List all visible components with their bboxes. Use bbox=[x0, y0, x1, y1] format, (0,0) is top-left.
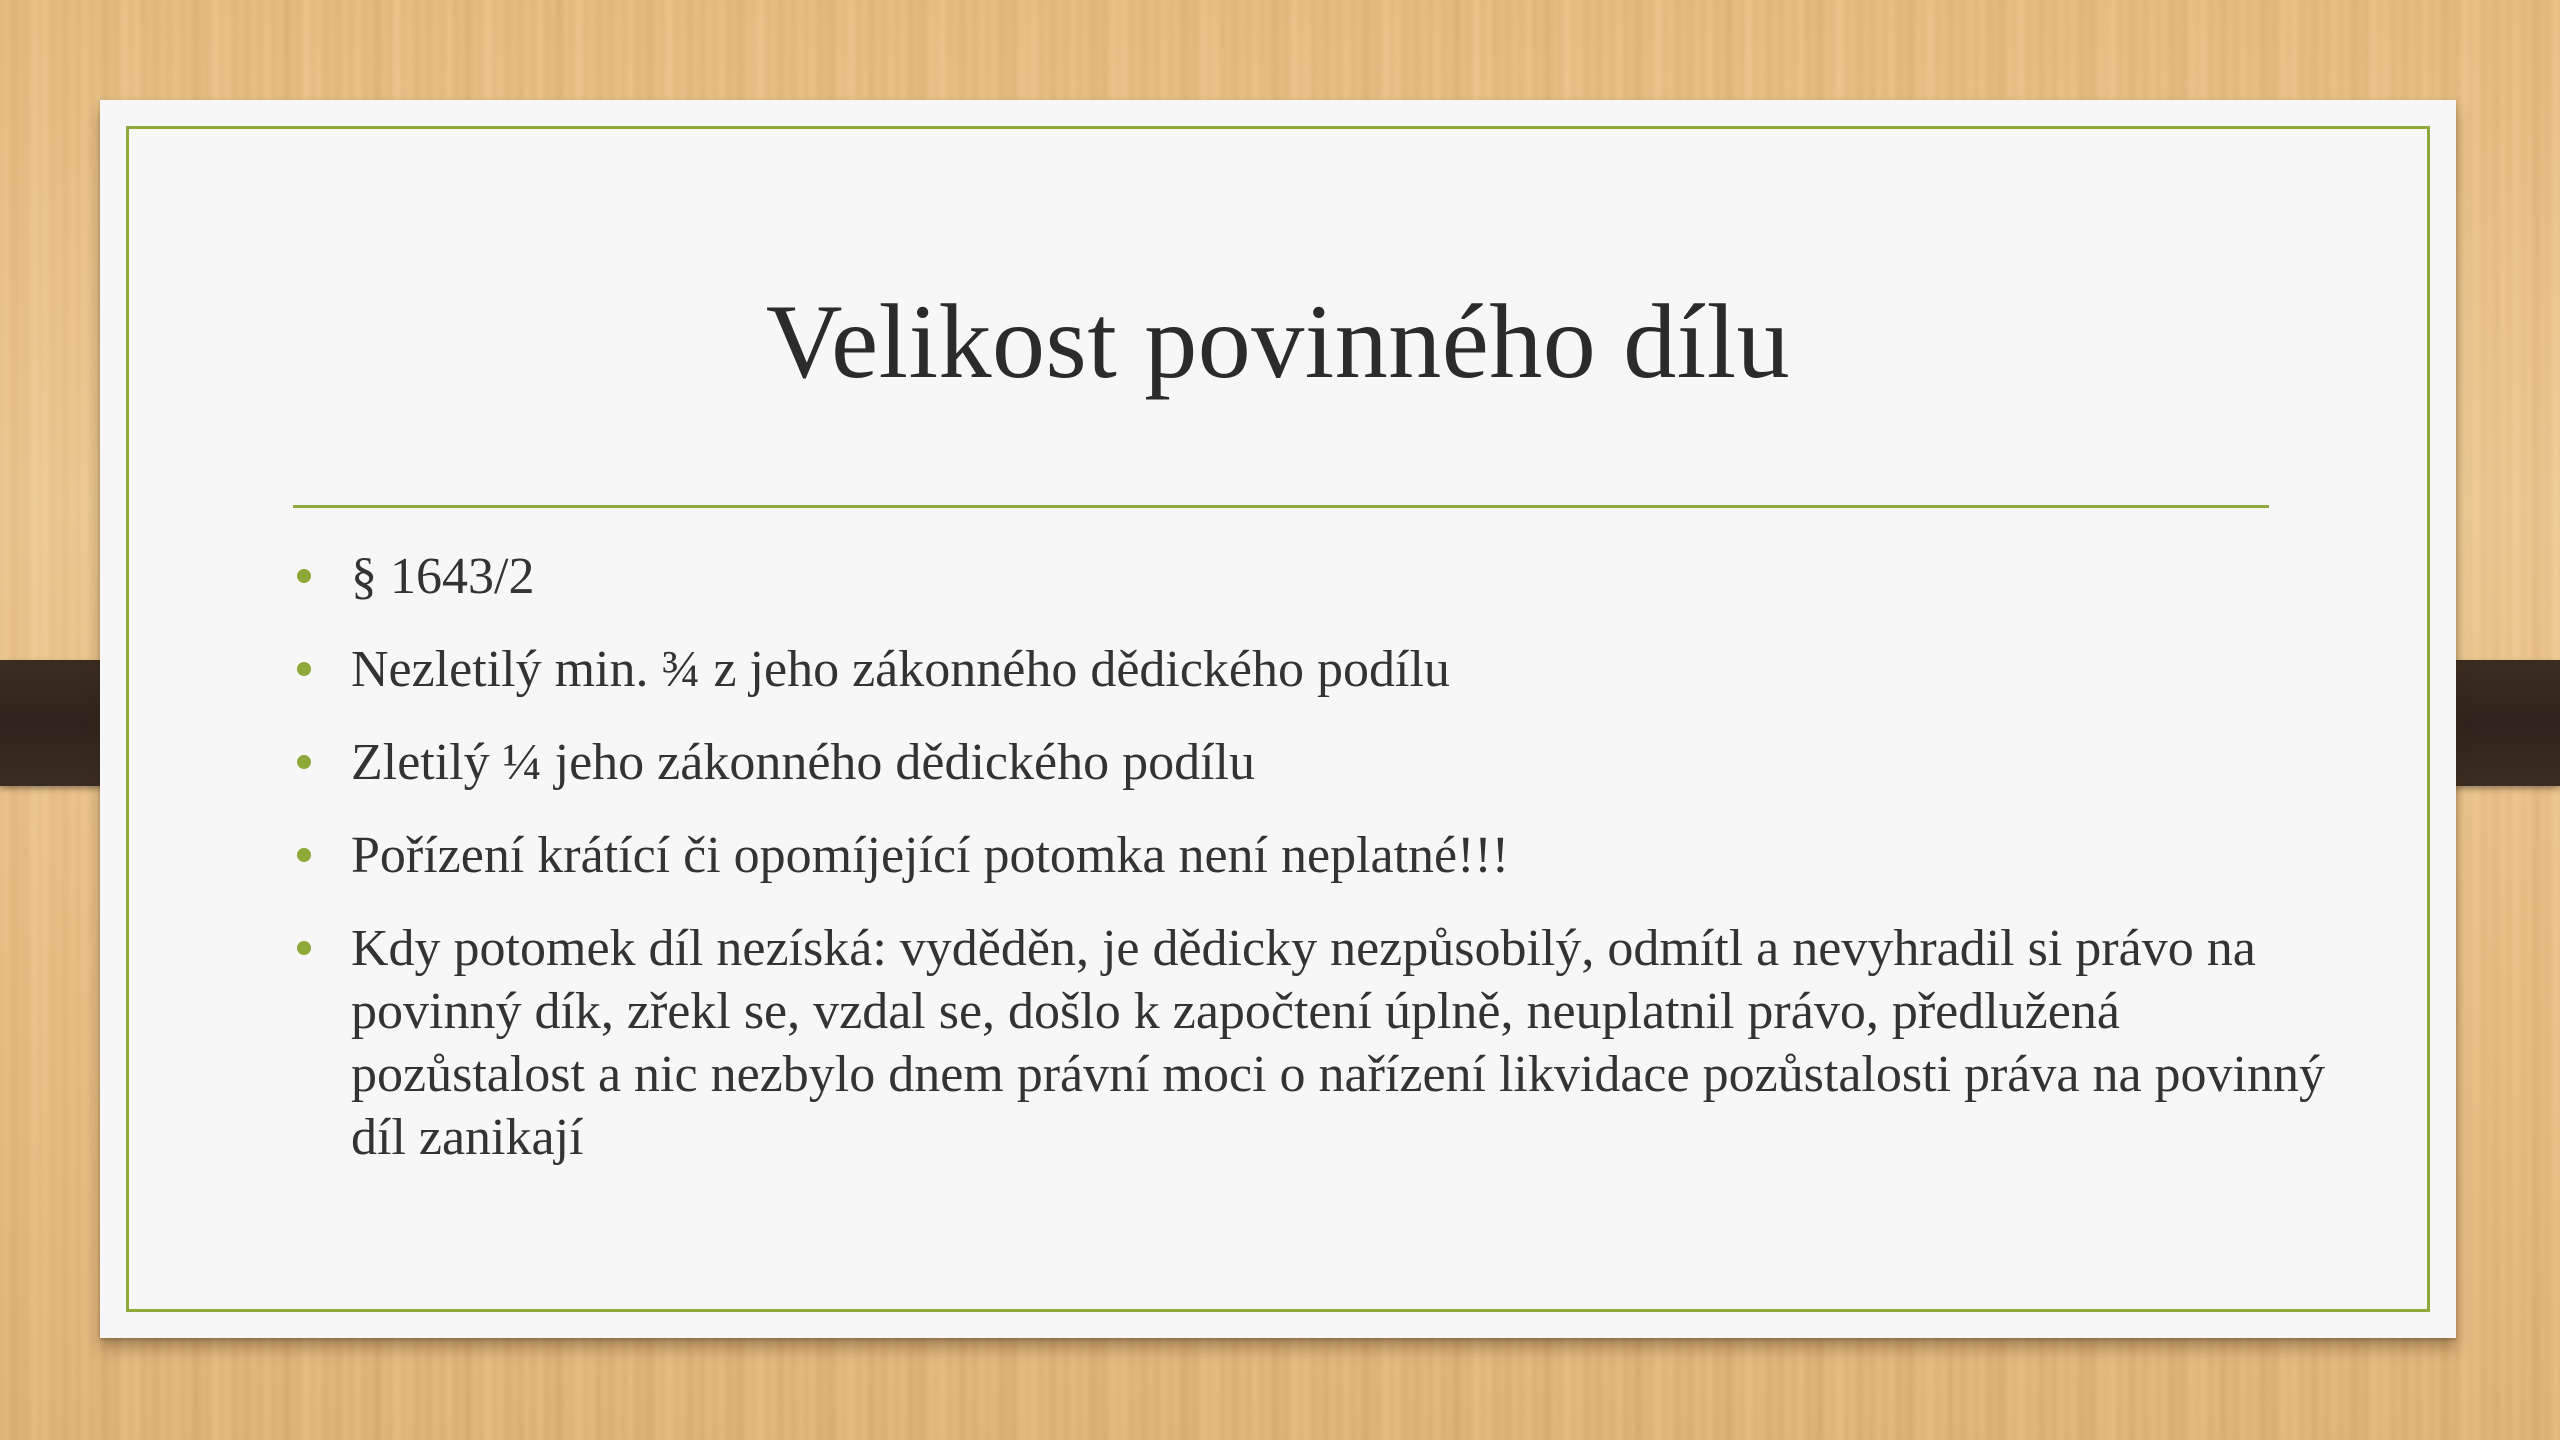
bullet-text: Zletilý ¼ jeho zákonného dědického podílu bbox=[351, 734, 1255, 791]
bullet-text: Pořízení krátící či opomíjející potomka není neplatné!!! bbox=[351, 827, 1510, 884]
bullet-icon bbox=[297, 569, 311, 583]
bullet-list bbox=[293, 545, 2333, 1199]
bullet-icon bbox=[297, 755, 311, 769]
bullet-item bbox=[293, 824, 2333, 887]
bullet-item bbox=[293, 731, 2333, 794]
bullet-icon bbox=[297, 848, 311, 862]
bullet-item bbox=[293, 917, 2333, 1169]
bullet-text: § 1643/2 bbox=[351, 548, 535, 605]
bullet-icon bbox=[297, 662, 311, 676]
bullet-icon bbox=[297, 941, 311, 955]
bullet-text: Kdy potomek díl nezíská: vyděděn, je dědicky nezpůsobilý, odmítl a nevyhradil si právo na povinný dík, zřekl se, vzdal se, došlo k započtení úplně, neuplatnil právo, předlužená pozůstalost a nic nezbylo dnem právní moci o nařízení likvidace pozůstalosti práva na povinný díl zanikají bbox=[351, 920, 2325, 1166]
slide-card bbox=[100, 100, 2456, 1338]
bullet-item bbox=[293, 545, 2333, 608]
title-divider bbox=[293, 505, 2269, 508]
bullet-item bbox=[293, 638, 2333, 701]
bullet-text: Nezletilý min. ¾ z jeho zákonného dědického podílu bbox=[351, 641, 1450, 698]
slide-title: Velikost povinného dílu bbox=[765, 283, 1791, 400]
